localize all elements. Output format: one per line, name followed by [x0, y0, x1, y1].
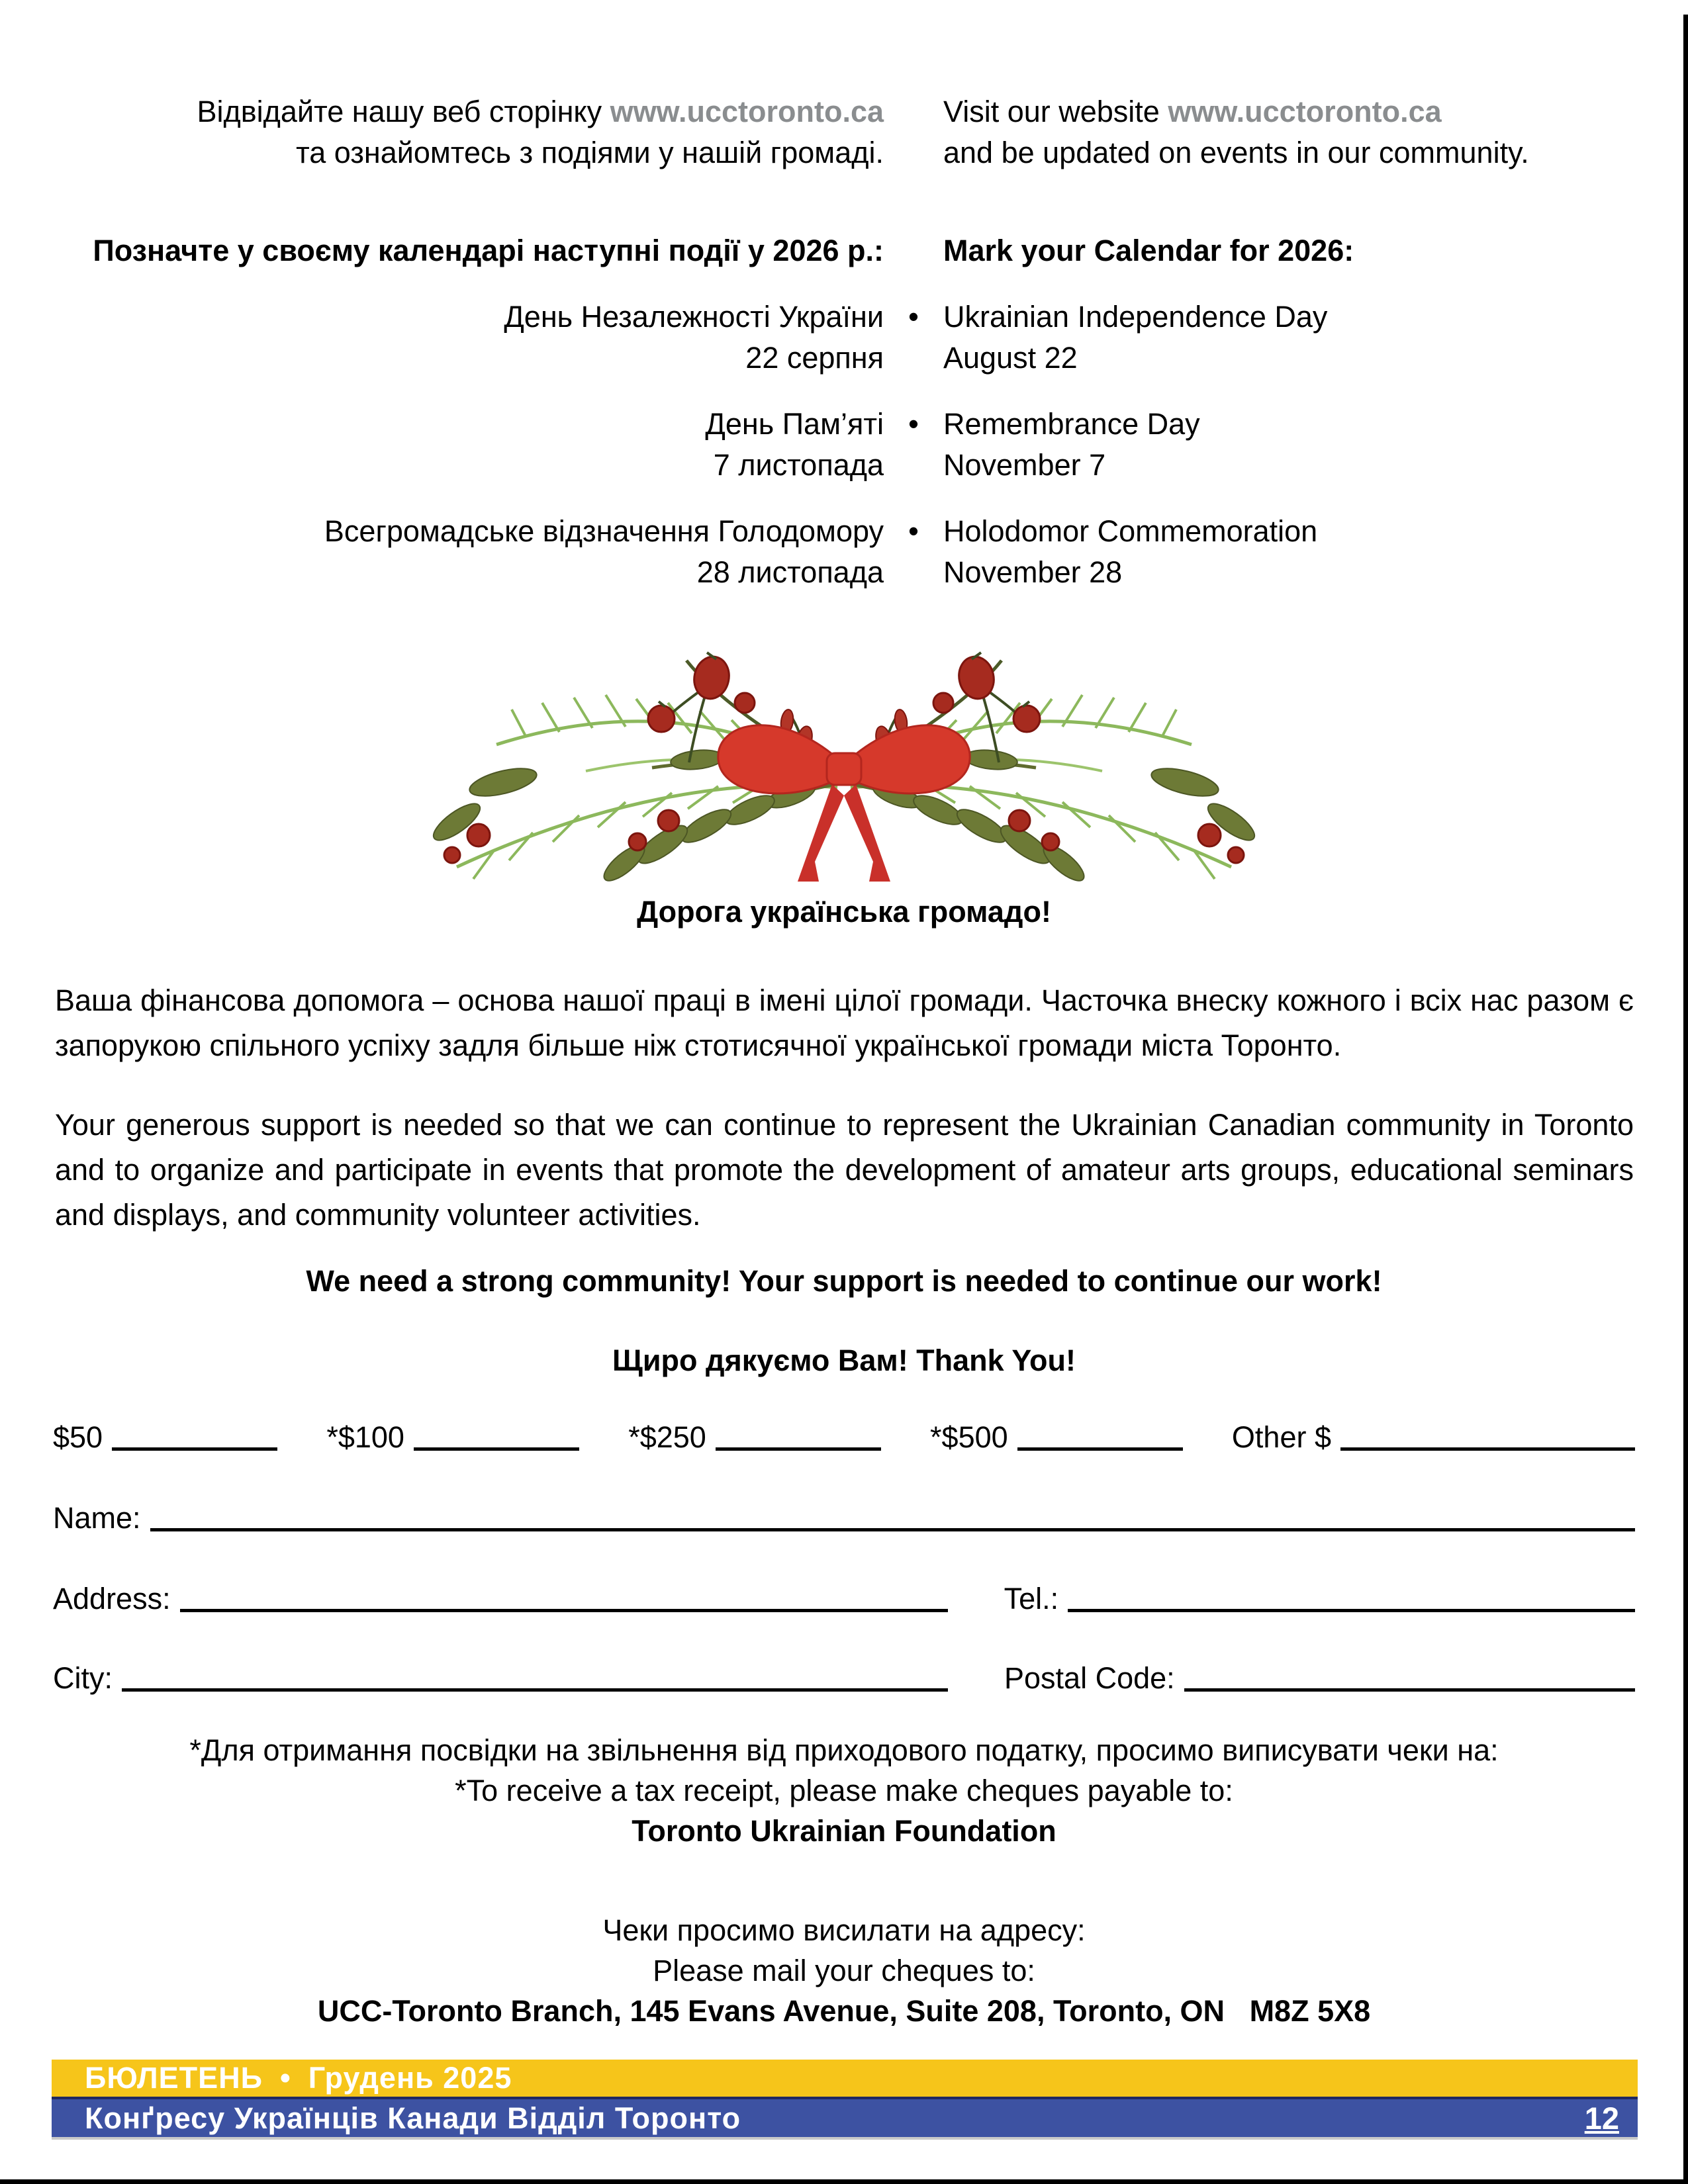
event-en-date: November 7 [943, 448, 1106, 482]
event-row-independence-day [53, 296, 1635, 379]
name-blank-line [150, 1528, 1635, 1531]
amount-label: *$250 [628, 1420, 706, 1454]
event-bullet: • [908, 300, 919, 334]
event-ua-title: Всегромадське відзначення Голодомору [324, 514, 884, 548]
scan-edge-right [1683, 15, 1688, 2184]
event-en-title: Ukrainian Independence Day [943, 300, 1328, 334]
bulletin-issue: Грудень 2025 [308, 2061, 512, 2095]
mail-line-ua: Чеки просимо висилати на адресу: [602, 1913, 1086, 1947]
event-row-holodomor-commemoration [53, 511, 1635, 593]
city-label: City: [53, 1661, 113, 1695]
footer-separator-dot: • [279, 2061, 291, 2095]
amount-label: *$500 [930, 1420, 1008, 1454]
mail-line-en: Please mail your cheques to: [653, 1954, 1035, 1987]
website-ua-prefix: Відвідайте нашу веб сторінку [197, 95, 610, 128]
event-en-title: Holodomor Commemoration [943, 514, 1318, 548]
mailing-address: UCC-Toronto Branch, 145 Evans Avenue, Suite 208, Toronto, ON M8Z 5X8 [317, 1994, 1371, 2028]
amount-option-100 [326, 1420, 579, 1455]
donation-amounts-row [53, 1420, 1635, 1455]
city-row [53, 1661, 1635, 1696]
event-ua-date: 7 листопада [713, 448, 884, 482]
website-en-line2: and be updated on events in our community. [943, 136, 1529, 169]
page-number: 12 [1584, 2101, 1619, 2136]
thank-you-line: Щиро дякуємо Вам! Thank You! [612, 1343, 1076, 1377]
organization-name: Конґресу Українців Канади Відділ Торонто [85, 2101, 741, 2135]
footer-blue-bar [52, 2097, 1638, 2137]
appeal-paragraph-ua: Ваша фінансова допомога – основа нашої праці в імені цілої громади. Часточка внеску кожного і всіх нас разом є запорукою спільного успіху задля більше ніж стотисячної української громади міста Торонто. [55, 983, 1634, 1062]
event-ua-title: День Незалежності України [504, 300, 884, 334]
address-label: Address: [53, 1582, 171, 1615]
address-row [53, 1582, 1635, 1616]
website-url-ua[interactable]: www.ucctoronto.ca [610, 95, 884, 128]
event-en [943, 296, 1635, 379]
top-section [53, 91, 1635, 593]
event-ua-date: 22 серпня [745, 341, 884, 375]
event-en-title: Remembrance Day [943, 407, 1200, 441]
holiday-swag-image [420, 622, 1268, 893]
scan-edge-bottom [0, 2179, 1688, 2184]
website-row-spacer [884, 91, 943, 173]
calendar-header-en: Mark your Calendar for 2026: [943, 234, 1354, 267]
postal-code-label: Postal Code: [1004, 1661, 1175, 1695]
website-url-en[interactable]: www.ucctoronto.ca [1168, 95, 1442, 128]
amount-blank-line [1017, 1447, 1183, 1451]
address-blank-line [180, 1609, 948, 1612]
amount-label: *$100 [326, 1420, 404, 1454]
amount-label: Other $ [1231, 1420, 1331, 1454]
postal-code-blank-line [1184, 1688, 1635, 1692]
calendar-header-spacer [884, 230, 943, 271]
event-bullet: • [908, 407, 919, 441]
event-bullet: • [908, 514, 919, 548]
amount-blank-line [112, 1447, 277, 1451]
name-label: Name: [53, 1501, 141, 1535]
amount-blank-line [414, 1447, 579, 1451]
amount-option-500 [930, 1420, 1183, 1455]
event-en-date: August 22 [943, 341, 1078, 375]
event-en-date: November 28 [943, 555, 1123, 589]
amount-label: $50 [53, 1420, 103, 1454]
strong-community-line: We need a strong community! Your support is needed to continue our work! [306, 1264, 1382, 1298]
tel-blank-line [1068, 1609, 1635, 1612]
event-ua [53, 404, 884, 486]
website-text-en [943, 91, 1635, 173]
event-ua-date: 28 листопада [696, 555, 884, 589]
amount-option-250 [628, 1420, 881, 1455]
amount-option-other [1232, 1420, 1635, 1455]
website-en-prefix: Visit our website [943, 95, 1168, 128]
tax-line-en: *To receive a tax receipt, please make cheques payable to: [455, 1774, 1233, 1807]
event-ua [53, 511, 884, 593]
city-blank-line [122, 1688, 948, 1692]
amount-blank-line [1340, 1447, 1635, 1451]
cheque-mailing-block [0, 1910, 1688, 2031]
website-ua-line2: та ознайомтесь з подіями у нашій громаді. [296, 136, 884, 169]
name-row [53, 1501, 1635, 1535]
amount-option-50 [53, 1420, 277, 1455]
tax-line-ua: *Для отримання посвідки на звільнення від приходового податку, просимо виписувати чеки на: [189, 1733, 1499, 1767]
payee-name: Toronto Ukrainian Foundation [632, 1814, 1056, 1848]
website-row [53, 91, 1635, 173]
bulletin-title: БЮЛЕТЕНЬ [85, 2061, 263, 2095]
tax-receipt-block [0, 1730, 1688, 1851]
event-en [943, 511, 1635, 593]
website-text-ua [53, 91, 884, 173]
calendar-header-ua: Позначте у своєму календарі наступні події у 2026 р.: [93, 234, 884, 267]
event-row-remembrance-day [53, 404, 1635, 486]
event-ua-title: День Пам’яті [705, 407, 884, 441]
amount-blank-line [716, 1447, 881, 1451]
calendar-header-row [53, 230, 1635, 271]
tel-label: Tel.: [1004, 1582, 1059, 1615]
event-en [943, 404, 1635, 486]
appeal-heading: Дорога українська громадо! [637, 895, 1051, 929]
event-ua [53, 296, 884, 379]
footer-yellow-bar [52, 2060, 1638, 2097]
page-footer [52, 2060, 1638, 2137]
appeal-paragraph-en: Your generous support is needed so that we can continue to represent the Ukrainian Canadian community in Toronto and to organize and participate in events that promote the development of amateur arts groups, educational seminars and displays, and community volunteer activities. [55, 1108, 1634, 1232]
